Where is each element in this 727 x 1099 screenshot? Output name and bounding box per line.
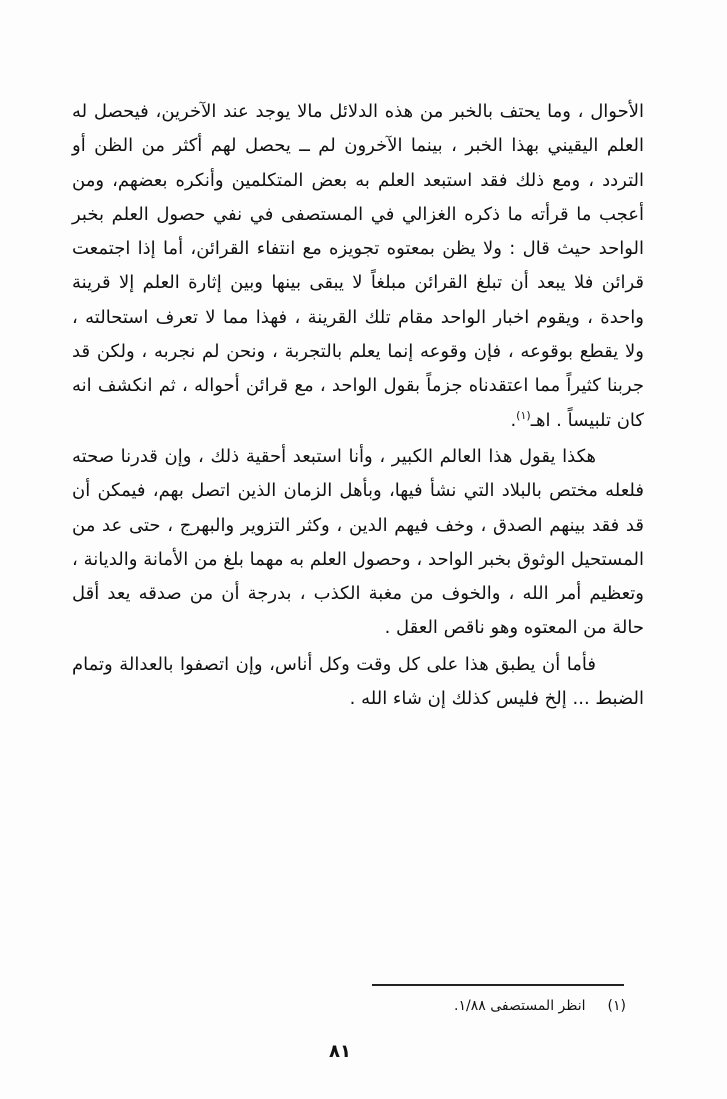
paragraph-3: فأما أن يطبق هذا على كل وقت وكل أناس، وإن اتصفوا بالعدالة وتمام الضبط ... إلخ فليس كذلك إن شاء الله . [72,653,644,710]
paragraph-1-text: الأحوال ، وما يحتف بالخبر من هذه الدلائل مالا يوجد عند الآخرين، فيحصل له العلم اليقيني بهذا الخبر ، بينما الآخرون لم ــ يحصل لهم أكثر من الظن أو التردد ، ومع ذلك فقد استبعد العلم به بعض المتكلمين وأنكره بعضهم، ومن أعجب ما قرأته ما ذكره الغزالي في المستصفى في نفي حصول العلم بخبر الواحد حيث قال : ولا يظن بمعتوه تجويزه مع انتفاء القرائن، أما إذا اجتمعت قرائن فلا يبعد أن تبلغ القرائن مبلغاً لا يبقى بينها وبين إثارة العلم إلا قرينة واحدة ، ويقوم اخبار الواحد مقام تلك القرينة ، فهذا مما لا تعرف استحالته ، ولا يقطع بوقوعه ، فإن وقوعه إنما يعلم بالتجربة ، ونحن لم نجربه ، ولكن قد جربنا كثيراً مما اعتقدناه جزماً بقول الواحد ، مع قرائن أحواله ، ثم انكشف انه كان تلبيساً . اهـ [72,101,644,431]
footnote-text: انظر المستصفى ١/٨٨. [454,998,586,1014]
footnote-divider [372,984,624,986]
main-text-block [72,95,644,716]
footnote [300,996,626,1016]
paragraph-1-end: . [510,409,517,431]
paragraph-2: هكذا يقول هذا العالم الكبير ، وأنا استبعد أحقية ذلك ، وإن قدرنا صحته فلعله مختص بالبلاد التي نشأ فيها، وبأهل الزمان الذين اتصل بهم، فيمكن أن قد فقد بينهم الصدق ، وخف فيهم الدين ، وكثر التزوير والبهرج ، حتى عد من المستحيل الوثوق بخبر الواحد ، وحصول العلم به مهما بلغ من الأمانة والديانة ، وتعظيم أمر الله ، والخوف من مغبة الكذب ، بدرجة أن من صدقه يعد أقل حالة من المعتوه وهو ناقص العقل . [72,445,644,639]
paragraph-1 [72,95,644,438]
footnote-reference: (١) [516,408,531,422]
page-number: ٨١ [329,1041,351,1062]
footnote-number: (١) [607,998,626,1014]
